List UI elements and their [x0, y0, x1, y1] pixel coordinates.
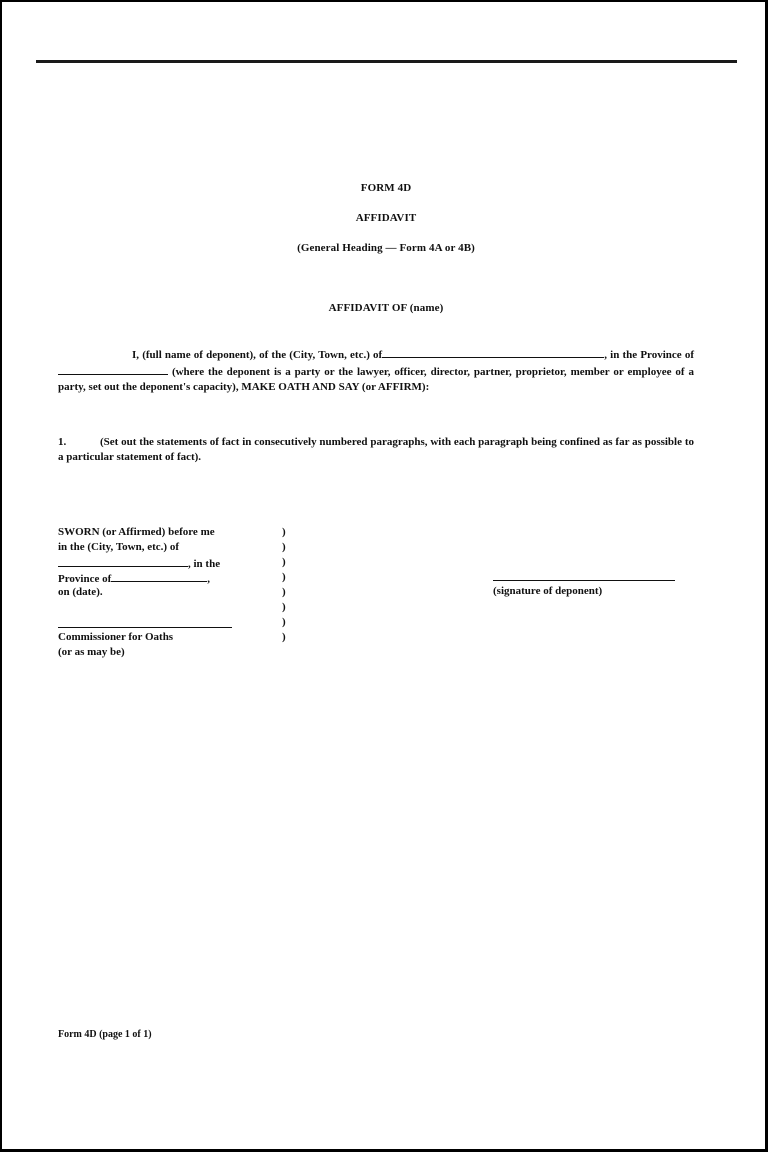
paren-6: ) [282, 601, 286, 613]
heading-reference: (General Heading — Form 4A or 4B) [297, 242, 475, 254]
jurat-line-1: SWORN (or Affirmed) before me [58, 526, 215, 538]
jurat-city-blank [58, 555, 188, 567]
paren-7: ) [282, 616, 286, 628]
jurat-line-4-end: , [207, 573, 211, 585]
intro-paragraph [58, 346, 694, 395]
affidavit-of: AFFIDAVIT OF (name) [328, 302, 444, 314]
jurat-line-5: on (date). [58, 586, 103, 598]
jurat-block [58, 525, 220, 660]
intro-text-3: in the Province of [610, 349, 695, 361]
deponent-signature-line [493, 580, 675, 581]
deponent-signature-label: (signature of deponent) [493, 585, 603, 597]
paragraph-number: 1. [58, 436, 67, 448]
paren-4: ) [282, 571, 286, 583]
jurat-province-blank [111, 570, 207, 582]
commissioner-label: Commissioner for Oaths [58, 631, 174, 643]
intro-text-4: (where the deponent is a party or the lawyer, officer, director, partner, proprietor, member or employee of a party, set out the deponent's capacity), MAKE OATH AND SAY (or AFFIRM): [58, 366, 695, 393]
form-number: FORM 4D [360, 182, 412, 194]
paren-3: ) [282, 556, 286, 568]
commissioner-note: (or as may be) [58, 646, 125, 658]
city-blank [382, 346, 604, 358]
form-title: AFFIDAVIT [355, 212, 417, 224]
province-blank [58, 363, 168, 375]
intro-text-1: I, (full name of deponent), of the (City, Town, etc.) of [132, 349, 383, 361]
page-footer: Form 4D (page 1 of 1) [58, 1029, 152, 1040]
paren-1: ) [282, 526, 286, 538]
paragraph-text: (Set out the statements of fact in consecutively numbered paragraphs, with each paragraph being confined as far as possible to a particular statement of fact). [58, 436, 694, 463]
jurat-line-2: in the (City, Town, etc.) of [58, 541, 179, 553]
paren-column [282, 525, 286, 645]
paren-2: ) [282, 541, 286, 553]
intro-comma: , [604, 349, 607, 361]
paren-5: ) [282, 586, 286, 598]
paragraph-1 [58, 435, 694, 465]
jurat-line-4: Province of [58, 573, 112, 585]
top-rule [36, 60, 737, 63]
jurat-line-3: , in the [188, 558, 221, 570]
commissioner-signature-line [58, 627, 232, 628]
paren-8: ) [282, 631, 286, 643]
